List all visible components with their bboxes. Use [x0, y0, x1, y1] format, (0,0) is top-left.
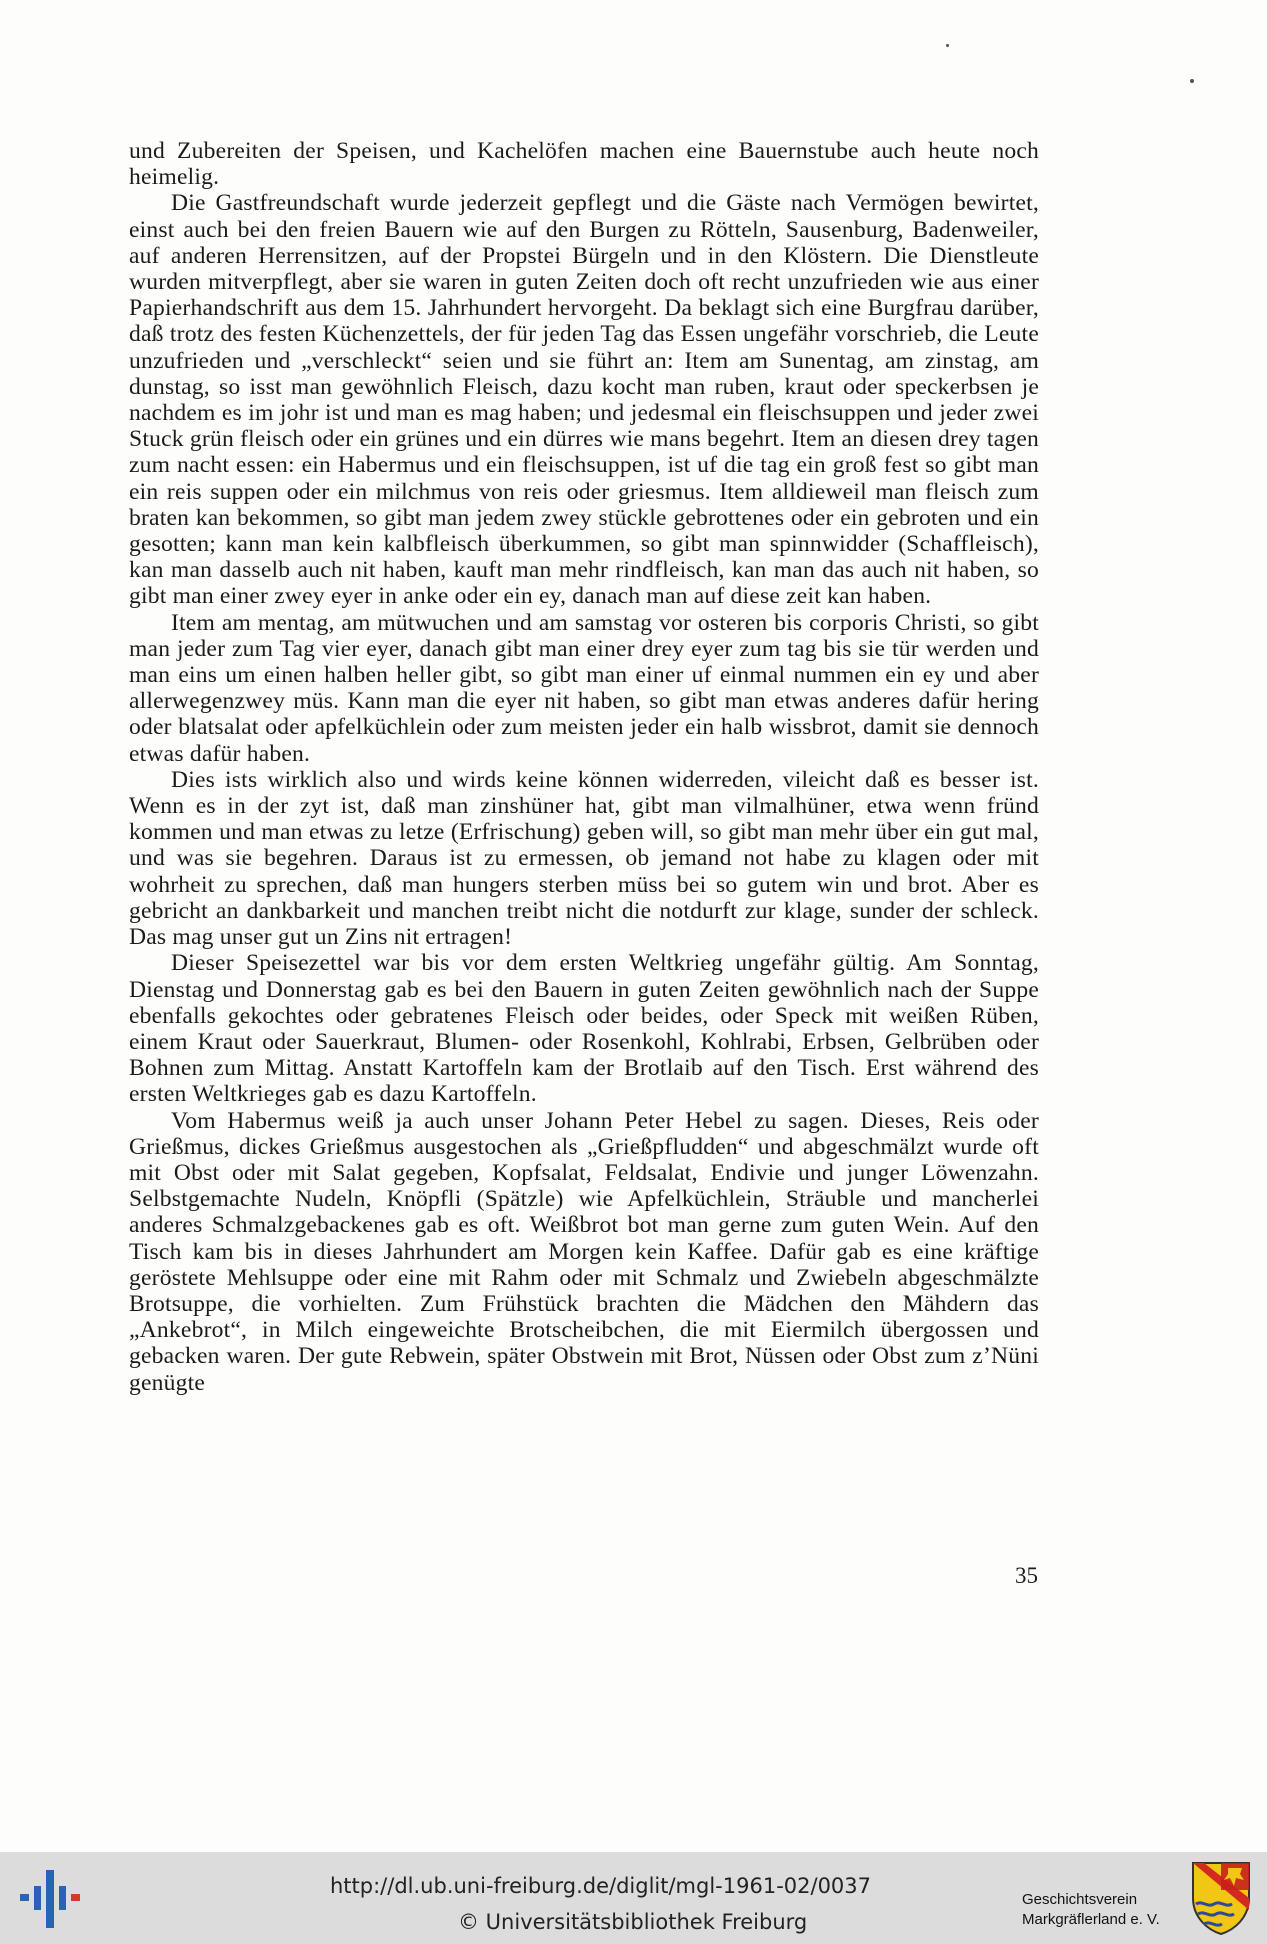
- scan-speck: [946, 44, 949, 47]
- paragraph: Vom Habermus weiß ja auch unser Johann Peter Hebel zu sagen. Dieses, Reis oder Grießmus, dickes Grießmus ausgestochen als „Grießpfludden“ und abgeschmälzt wurde oft mit Obst oder mit Salat gegeben, Kopfsalat, Feldsalat, Endivie und junger Löwenzahn. Selbstgemachte Nudeln, Knöpfli (Spätzle) wie Apfelküchlein, Sträuble und mancherlei anderes Schmalzgebackenes gab es oft. Weißbrot bot man gerne zum guten Wein. Auf den Tisch kam bis in dieses Jahrhundert am Morgen kein Kaffee. Dafür gab es eine kräftige geröstete Mehlsuppe oder eine mit Rahm oder mit Schmalz und Zwiebeln abgeschmälzte Brotsuppe, die vorhielten. Zum Frühstück brachten die Mädchen den Mähdern das „Ankebrot“, in Milch eingeweichte Brotscheibchen, die mit Eiermilch übergossen und gebacken waren. Der gute Rebwein, später Obstwein mit Brot, Nüssen oder Obst zum z’Nüni genügte: [129, 1107, 1039, 1396]
- society-name: [1022, 1890, 1160, 1930]
- ub-freiburg-logo-icon[interactable]: [18, 1868, 84, 1930]
- footer-url-link[interactable]: http://dl.ub.uni-freiburg.de/diglit/mgl-1961-02/0037: [330, 1874, 872, 1898]
- footer-copyright: © Universitätsbibliothek Freiburg: [458, 1910, 808, 1934]
- footer-bar: [0, 1852, 1267, 1944]
- page-number: 35: [1015, 1563, 1038, 1588]
- paragraph: Dieser Speisezettel war bis vor dem ersten Weltkrieg ungefähr gültig. Am Sonntag, Dienstag und Donnerstag gab es bei den Bauern in guten Zeiten gewöhnlich nach der Suppe ebenfalls gekochtes oder gebratenes Fleisch oder beides, oder Speck mit weißen Rüben, einem Kraut oder Sauerkraut, Blumen- oder Rosenkohl, Kohlrabi, Erbsen, Gelbrüben oder Bohnen zum Mittag. Anstatt Kartoffeln kam der Brotlaib auf den Tisch. Erst während des ersten Weltkrieges gab es dazu Kartoffeln.: [129, 950, 1039, 1108]
- society-name-line: Markgräflerland e. V.: [1022, 1911, 1160, 1928]
- coat-of-arms-icon[interactable]: [1190, 1860, 1252, 1936]
- paragraph: Item am mentag, am mütwuchen und am samstag vor osteren bis corporis Christi, so gibt man jeder zum Tag vier eyer, danach gibt man einer drey eyer zum tag bis sie tür werden und man eins um einen halben heller gibt, so gibt man einer uf einmal nummen ein ey und aber allerwegenzwey müs. Kann man die eyer nit haben, so gibt man etwas anderes dafür hering oder blatsalat oder apfelküchlein oder zum meisten jeder ein halb wissbrot, damit sie dennoch etwas dafür haben.: [129, 609, 1039, 767]
- society-name-line: Geschichtsverein: [1022, 1891, 1138, 1908]
- paragraph: und Zubereiten der Speisen, und Kachelöfen machen eine Bauernstube auch heute noch heimelig.: [129, 138, 1039, 191]
- paragraph: Die Gastfreundschaft wurde jederzeit gepflegt und die Gäste nach Vermögen bewirtet, einst auch bei den freien Bauern wie auf den Burgen zu Rötteln, Sausenburg, Badenweiler, auf anderen Herrensitzen, auf der Propstei Bürgeln und in den Klöstern. Die Dienstleute wurden mitverpflegt, aber sie waren in guten Zeiten doch oft recht unzufrieden wie aus einer Papierhandschrift aus dem 15. Jahrhundert hervorgeht. Da beklagt sich eine Burgfrau darüber, daß trotz des festen Küchenzettels, der für jeden Tag das Essen ungefähr vorschrieb, die Leute unzufrieden und „verschleckt“ seien und sie führt an: Item am Sunentag, am zinstag, am dunstag, so isst man gewöhnlich Fleisch, dazu kocht man ruben, kraut oder speckerbsen je nachdem es im johr ist und man es mag haben; und jedesmal ein fleischsuppen und jeder zwei Stuck grün fleisch oder ein grünes und ein dürres wie mans begehrt. Item an diesen drey tagen zum nacht essen: ein Habermus und ein fleischsuppen, ist uf die tag ein groß fest so gibt man ein reis suppen oder ein milchmus von reis oder griesmus. Item alldieweil man fleisch zum braten kan bekommen, so gibt man jedem zwey stückle gebrottenes oder ein gebroten und ein gesotten; kann man kein kalbfleisch überkummen, so gibt man spinnwidder (Schaffleisch), kan man dasselb auch nit haben, kauft man mehr rindfleisch, kan man das auch nit haben, so gibt man einer zwey eyer in anke oder ein ey, danach man auf diese zeit kan haben.: [129, 190, 1039, 610]
- paragraph: Dies ists wirklich also und wirds keine können widerreden, vileicht daß es besser ist. Wenn es in der zyt ist, daß man zinshüner hat, gibt man vilmalhüner, etwa wenn fründ kommen und man etwas zu letze (Erfrischung) geben will, so gibt man mehr über ein gut mal, und was sie begehren. Daraus ist zu ermessen, ob jemand not habe zu klagen oder mit wohrheit zu sprechen, daß man hungers sterben müss bei so gutem win und brot. Aber es gebricht an dankbarkeit und manchen treibt nicht die notdurft zur klage, sunder der schleck. Das mag unser gut un Zins nit ertragen!: [129, 766, 1039, 951]
- body-text: [129, 138, 1039, 1396]
- scan-speck: [1190, 79, 1194, 83]
